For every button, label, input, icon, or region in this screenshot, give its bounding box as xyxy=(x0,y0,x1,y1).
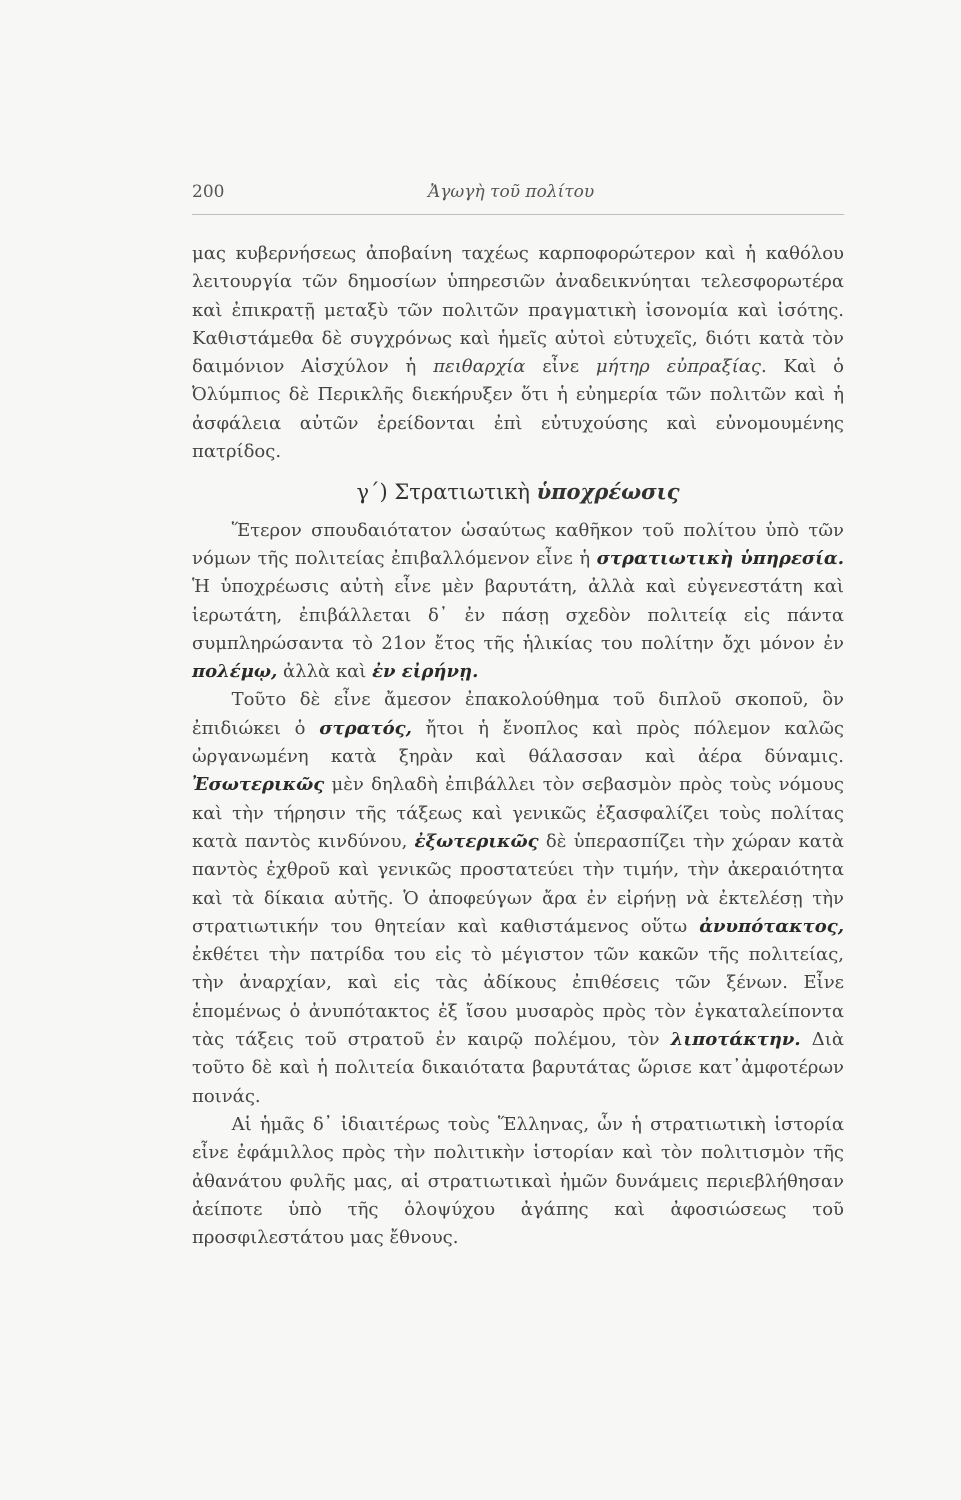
paragraph-4 xyxy=(192,1111,844,1252)
heading-emphasis: ὑποχρέωσις xyxy=(536,479,680,505)
section-heading xyxy=(192,478,844,506)
text-run: Διὰ τοῦτο δὲ καὶ ἡ πολιτεία δικαιότατα βαρυτάτας ὥρισε κατ᾽ἀμφοτέρων ποινάς. xyxy=(192,1029,845,1107)
heading-prefix: γ΄) Στρατιωτικὴ xyxy=(356,480,537,505)
running-title: Ἀγωγὴ τοῦ πολίτου xyxy=(428,182,595,202)
text-run: εἶνε xyxy=(525,356,596,378)
header-rule xyxy=(192,214,844,215)
text-run: Τοῦτο δὲ εἶνε ἄμεσον ἐπακολούθημα τοῦ διπλοῦ σκοποῦ, ὃν ἐπιδιώκει ὁ xyxy=(192,689,844,739)
page-number: 200 xyxy=(192,182,225,202)
paragraph-2 xyxy=(192,517,844,687)
text-run: μας κυβερνήσεως ἀποβαίνη ταχέως καρποφορώτερον καὶ ἡ καθόλου λειτουργία τῶν δημοσίων ὑπηρεσιῶν ἀναδεικνύηται τελεσφορωτέρα καὶ ἐπικρατῇ μεταξὺ τῶν πολιτῶν πραγματικὴ ἰσονομία καὶ ἰσότης. Καθιστάμεθα δὲ συγχρόνως καὶ ἡμεῖς αὐτοὶ εὐτυχεῖς, διότι κατὰ τὸν δαιμόνιον Αἰσχύλον ἡ xyxy=(192,243,844,378)
emphasized-term: λιποτάκτην. xyxy=(670,1029,801,1051)
text-run: Ἕτερον σπουδαιότατον ὡσαύτως καθῆκον τοῦ πολίτου ὑπὸ τῶν νόμων τῆς πολιτείας ἐπιβαλλόμενον εἶνε ἡ xyxy=(192,519,844,569)
text-run: μὲν δηλαδὴ ἐπιβάλλει τὸν σεβασμὸν πρὸς τοὺς νόμους καὶ τὴν τήρησιν τῆς τάξεως καὶ γενικῶς ἐξασφαλίζει τοὺς πολίτας κατὰ παντὸς κινδύνου, xyxy=(192,774,844,852)
text-run: ἐκθέτει τὴν πατρίδα του εἰς τὸ μέγιστον τῶν κακῶν τῆς πολιτείας, τὴν ἀναρχίαν, καὶ εἰς τὰς ἀδίκους ἐπιθέσεις τῶν ξένων. Εἶνε ἑπομένως ὁ ἀνυπότακτος ἐξ ἴσου μυσαρὸς πρὸς τὸν ἐγκαταλείποντα τὰς τάξεις τοῦ στρατοῦ ἐν καιρῷ πολέμου, τὸν xyxy=(192,944,844,1051)
text-run: ἀλλὰ καὶ xyxy=(277,661,373,683)
paragraph-1 xyxy=(192,240,844,466)
italic-term: μήτηρ εὐπραξίας xyxy=(595,356,761,378)
italic-term: πειθαρχία xyxy=(433,356,526,378)
emphasized-term: πολέμῳ, xyxy=(192,661,278,683)
text-run: . Καὶ ὁ Ὀλύμπιος δὲ Περικλῆς διεκήρυξεν ὅτι ἡ εὐημερία τῶν πολιτῶν καὶ ἡ ἀσφάλεια αὐτῶν ἐρείδονται ἐπὶ εὐτυχούσης καὶ εὐνομουμένης πατρίδος. xyxy=(192,356,844,463)
emphasized-term: Ἐσωτερικῶς xyxy=(192,774,325,796)
text-run: Αἱ ἡμᾶς δ᾽ ἰδιαιτέρως τοὺς Ἕλληνας, ὧν ἡ στρατιωτικὴ ἱστορία εἶνε ἐφάμιλλος πρὸς τὴν πολιτικὴν ἱστορίαν καὶ τὸν πολιτισμὸν τῆς ἀθανάτου φυλῆς μας, αἱ στρατιωτικαὶ ἡμῶν δυνάμεις περιεβλήθησαν ἀείποτε ὑπὸ τῆς ὁλοψύχου ἀγάπης καὶ ἀφοσιώσεως τοῦ προσφιλεστάτου μας ἔθνους. xyxy=(192,1113,844,1249)
text-run: δὲ ὑπερασπίζει τὴν χώραν κατὰ παντὸς ἐχθροῦ καὶ γενικῶς προστατεύει τὴν τιμήν, τὴν ἀκεραιότητα καὶ τὰ δίκαια αὐτῆς. Ὁ ἀποφεύγων ἄρα ἐν εἰρήνῃ νὰ ἐκτελέσῃ τὴν στρατιωτικήν του θητείαν καὶ καθιστάμενος οὕτω xyxy=(192,830,844,937)
emphasized-term: ἀνυπότακτος, xyxy=(699,915,844,937)
paragraph-3 xyxy=(192,686,844,1110)
emphasized-term: ἐξωτερικῶς xyxy=(414,830,539,852)
emphasized-term: ἐν εἰρήνῃ. xyxy=(372,661,479,683)
body-text xyxy=(192,240,844,1252)
page-header xyxy=(192,182,844,210)
emphasized-term: στρατός, xyxy=(319,717,412,739)
text-run: ἤτοι ἡ ἔνοπλος καὶ πρὸς πόλεμον καλῶς ὠργανωμένη κατὰ ξηρὰν καὶ θάλασσαν καὶ ἀέρα δύναμις. xyxy=(192,717,844,768)
emphasized-term: στρατιωτικὴ ὑπηρεσία. xyxy=(596,547,844,569)
text-run: Ἡ ὑποχρέωσις αὐτὴ εἶνε μὲν βαρυτάτη, ἀλλὰ καὶ εὐγενεστάτη καὶ ἱερωτάτη, ἐπιβάλλεται δ᾽ ἐν πάσῃ σχεδὸν πολιτείᾳ εἰς πάντα συμπληρώσαντα τὸ 21ον ἔτος τῆς ἡλικίας του πολίτην ὄχι μόνον ἐν xyxy=(192,576,844,654)
